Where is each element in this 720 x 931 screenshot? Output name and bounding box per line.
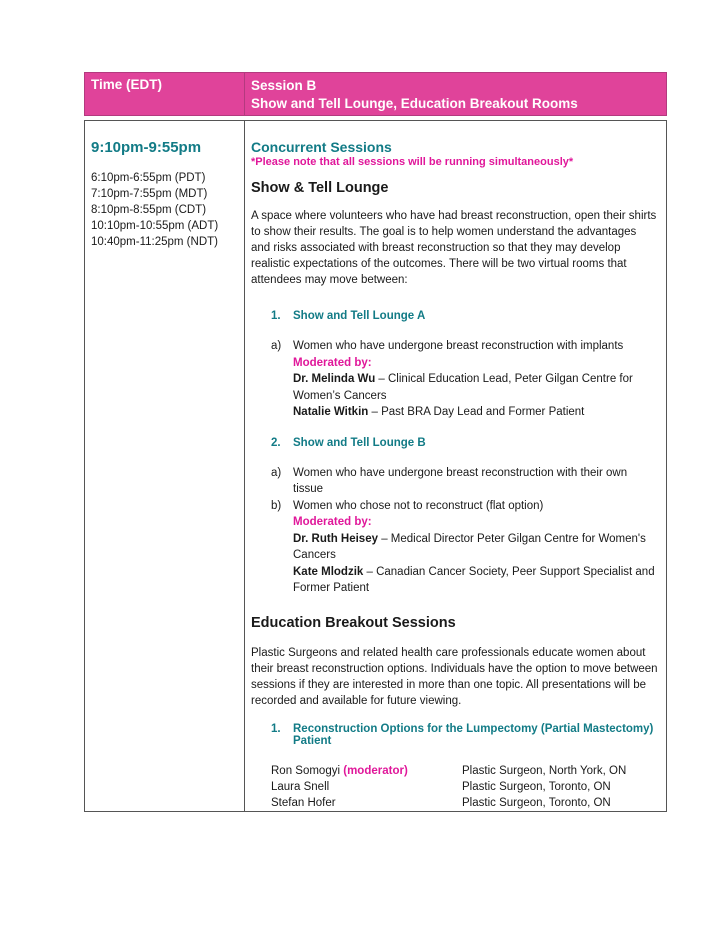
lounge-a-heading: [251, 310, 658, 322]
moderator-role: – Canadian Cancer Society, Peer Support Specialist and Former Patient: [293, 565, 655, 594]
moderator-name: Dr. Melinda Wu: [293, 373, 376, 385]
moderator-entry: [293, 531, 658, 564]
concurrent-title: Concurrent Sessions: [251, 139, 392, 155]
presenter-name: Laura Snell: [271, 780, 330, 793]
moderator-entry: [293, 564, 658, 597]
presenter-role: Plastic Surgeon, Toronto, ON: [462, 796, 611, 809]
moderator-name: Natalie Witkin: [293, 406, 369, 418]
session-subtitle: Show and Tell Lounge, Education Breakout Rooms: [251, 96, 578, 111]
item-letter: a): [271, 466, 282, 479]
time-column-header: Time (EDT): [85, 73, 245, 115]
lounge-b-number: 2.: [271, 436, 281, 449]
item-text: Women who chose not to reconstruct (flat option): [293, 499, 544, 512]
session-column-header: [245, 73, 666, 115]
education-description: Plastic Surgeons and related health care professionals educate women about their breast reconstruction options. Individuals have the option to move between sessions if they are interested in more than one topic. All presentations will be recorded and available for future viewing.: [251, 646, 658, 707]
show-tell-title: Show & Tell Lounge: [251, 180, 389, 196]
item-letter: b): [271, 499, 282, 512]
presenter-list: [251, 763, 658, 811]
timezone-line: 7:10pm-7:55pm (MDT): [91, 188, 208, 200]
session-title: Reconstruction Options for the Lumpectomy (Partial Mastectomy) Patient: [293, 722, 654, 747]
presenter-role: Plastic Surgeon, Toronto, ON: [462, 780, 611, 793]
main-time: 9:10pm-9:55pm: [91, 139, 202, 156]
timezone-line: 10:40pm-11:25pm (NDT): [91, 236, 218, 248]
item-text: Women who have undergone breast reconstruction with implants: [293, 340, 624, 352]
lounge-a-number: 1.: [271, 310, 281, 322]
session-title: Session B: [251, 78, 317, 93]
timezone-line: 10:10pm-10:55pm (ADT): [91, 220, 219, 232]
moderator-role: – Past BRA Day Lead and Former Patient: [368, 406, 585, 418]
lounge-b-item-a: [251, 465, 658, 498]
lounge-b-title: Show and Tell Lounge B: [293, 436, 426, 449]
presenter-row: [271, 779, 658, 795]
timezone-line: 6:10pm-6:55pm (PDT): [91, 172, 206, 184]
moderator-tag: (moderator): [343, 764, 408, 777]
item-letter: a): [271, 340, 282, 352]
moderator-entry: [293, 404, 658, 421]
moderated-by-label: Moderated by:: [293, 356, 372, 369]
simultaneous-note: *Please note that all sessions will be running simultaneously*: [251, 156, 574, 168]
lounge-b-heading: [251, 437, 658, 449]
lounge-a-item: [251, 338, 658, 421]
session-cell: [245, 121, 666, 811]
presenter-row: [271, 795, 658, 811]
moderator-role: – Clinical Education Lead, Peter Gilgan Centre for Women’s Cancers: [293, 373, 633, 402]
moderator-name: Kate Mlodzik: [293, 565, 364, 578]
moderator-name: Dr. Ruth Heisey: [293, 532, 378, 545]
presenter-role: Plastic Surgeon, North York, ON: [462, 764, 627, 777]
education-title: Education Breakout Sessions: [251, 614, 456, 631]
moderator-entry: [293, 371, 658, 404]
lounge-a-title: Show and Tell Lounge A: [293, 310, 426, 322]
schedule-row: [84, 120, 667, 812]
lounge-b-item-b: [251, 498, 658, 597]
time-cell: [85, 121, 245, 811]
schedule-page: [84, 72, 667, 812]
table-header: [84, 72, 667, 116]
education-session-1-heading: [251, 723, 658, 747]
moderator-role: – Medical Director Peter Gilgan Centre for Women's Cancers: [293, 532, 646, 561]
timezone-line: 8:10pm-8:55pm (CDT): [91, 204, 207, 216]
session-number: 1.: [271, 722, 281, 735]
presenter-name: Stefan Hofer: [271, 796, 336, 809]
item-text: Women who have undergone breast reconstruction with their own tissue: [293, 466, 628, 495]
presenter-name: Ron Somogyi: [271, 764, 341, 777]
moderated-by-label: Moderated by:: [293, 516, 372, 528]
presenter-row: [271, 763, 658, 779]
show-tell-description: A space where volunteers who have had breast reconstruction, open their shirts to show their results. The goal is to help women understand the advantages and risks associated with breast reconstruction so that they may develop realistic expectations of the outcomes. There will be two virtual rooms that attendees may move between:: [251, 210, 657, 286]
